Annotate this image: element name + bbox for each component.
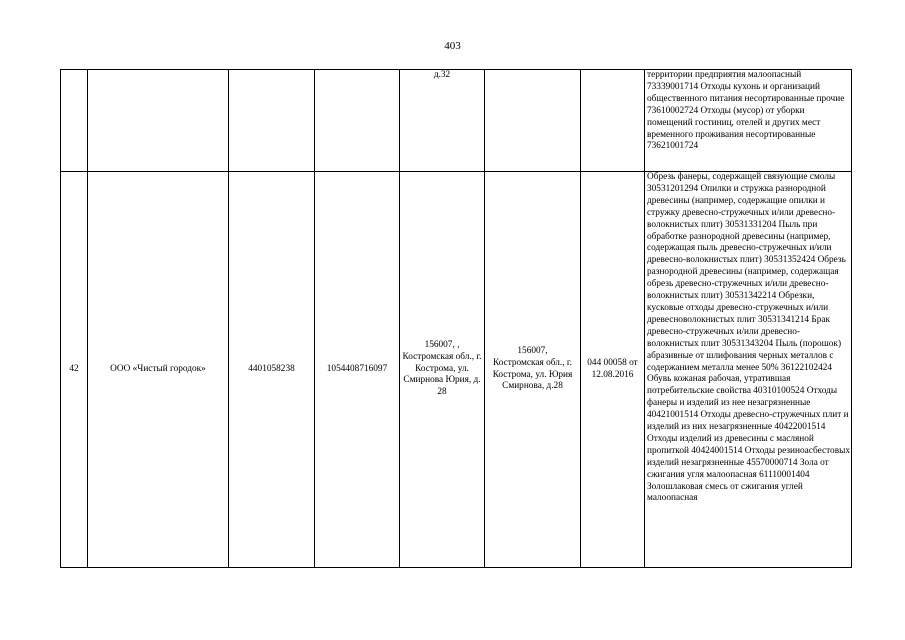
license-cell <box>581 70 645 172</box>
inn-cell: 4401058238 <box>229 172 315 568</box>
ogrn-cell <box>315 70 400 172</box>
ogrn-cell: 1054408716097 <box>315 172 400 568</box>
waste-list-cell: Обрезь фанеры, содержащей связующие смолы 30531201294 Опилки и стружка разнородной древесины (например, содержащие опилки и стружку древесно-стружечных и/или древесно-волокнистых плит) 30531331204 Пыль при обработке разнородной древесины (например, содержащая пыль древесно-стружечных и/или древесно-волокнистых плит) 30531352424 Обрезь разнородной древесины (например, содержащая обрезь древесно-стружечных и/или древесно-волокнистых плит) 30531342214 Обрезки, кусковые отходы древесно-стружечных и/или древесноволокнистых плит 30531341214 Брак древесно-стружечных и/или древесно-волокнистых плит 30531343204 Пыль (порошок) абразивные от шлифования черных металлов с содержанием металла менее 50% 36122102424 Обувь кожаная рабочая, утратившая потребительские свойства 40310100524 Отходы фанеры и изделий из нее незагрязненные 40421001514 Отходы древесно-стружечных плит и изделий из них незагрязненные 40422001514 Отходы изделий из древесины с масляной пропиткой 40424001514 Отходы резиноасбестовых изделий незагрязненные 45570000714 Зола от сжигания угля малоопасная 61110001404 Золошлаковая смесь от сжигания углей малоопасная <box>645 172 852 568</box>
inn-cell <box>229 70 315 172</box>
license-cell: 044 00058 от 12.08.2016 <box>581 172 645 568</box>
organization-name-cell: ООО «Чистый городок» <box>88 172 229 568</box>
organization-name-cell <box>88 70 229 172</box>
row-number-cell: 42 <box>61 172 88 568</box>
waste-list-cell: территории предприятия малоопасный 73339001714 Отходы кухонь и организаций общественного питания несортированные прочие 73610002724 Отходы (мусор) от уборки помещений гостиниц, отелей и других мест временного проживания несортированные 73621001724 <box>645 70 852 172</box>
row-number-cell <box>61 70 88 172</box>
activity-address-cell <box>485 70 581 172</box>
table-row <box>61 70 852 172</box>
registry-table <box>60 69 852 568</box>
activity-address-cell: 156007, Костромская обл., г. Кострома, ул. Юрия Смирнова, д.28 <box>485 172 581 568</box>
legal-address-cell: д.32 <box>400 70 485 172</box>
table-row <box>61 172 852 568</box>
page-number: 403 <box>444 40 461 52</box>
legal-address-cell: 156007, , Костромская обл., г. Кострома, ул. Смирнова Юрия, д. 28 <box>400 172 485 568</box>
